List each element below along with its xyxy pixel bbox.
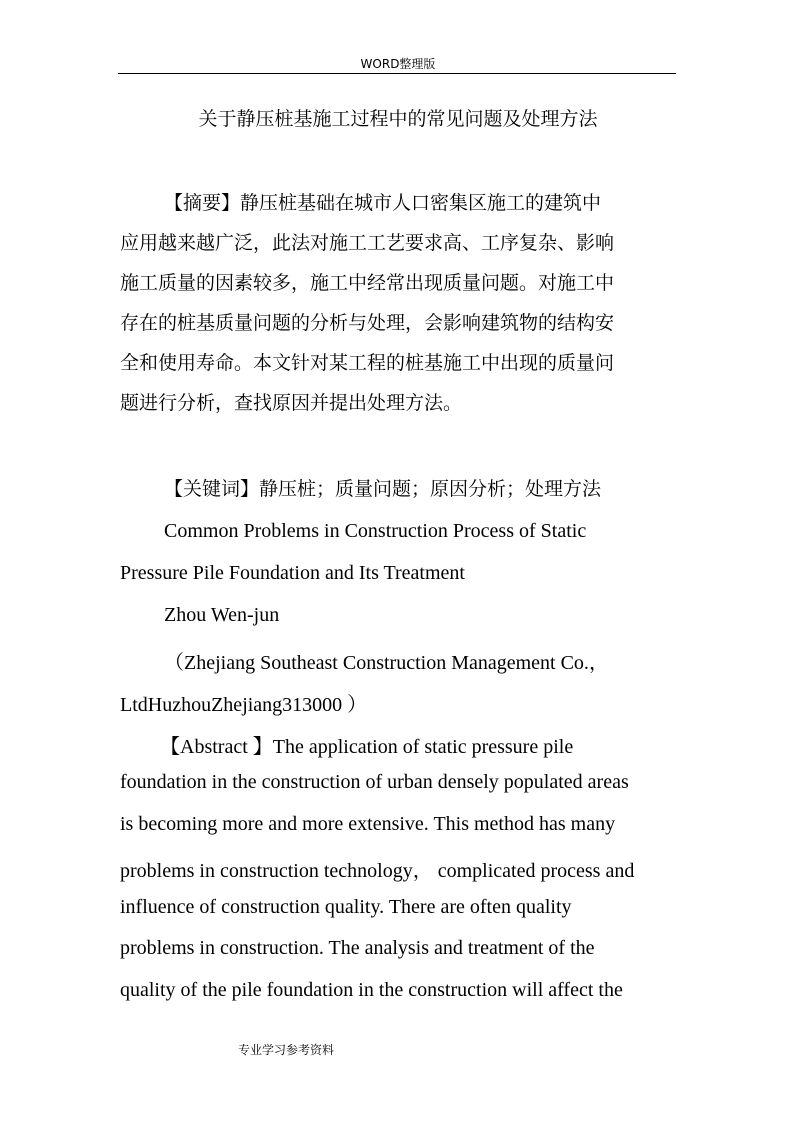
abstract-cn-line: 存在的桩基质量问题的分析与处理，会影响建筑物的结构安 <box>120 312 615 334</box>
abstract-cn-line: 施工质量的因素较多，施工中经常出现质量问题。对施工中 <box>120 272 615 294</box>
abstract-en-line: problems in construction. The analysis and treatment of the <box>120 937 595 959</box>
en-affiliation-line: LtdHuzhouZhejiang313000 ） <box>120 694 368 716</box>
en-affiliation-line: （Zhejiang Southeast Construction Management Co.， <box>164 652 609 674</box>
header-text: WORD整理版 <box>360 57 436 71</box>
abstract-cn-line: 全和使用寿命。本文针对某工程的桩基施工中出现的质量问 <box>120 352 615 374</box>
abstract-en-line: problems in construction technology， complicated process and <box>120 860 635 882</box>
keywords-cn: 【关键词】静压桩；质量问题；原因分析；处理方法 <box>164 478 602 500</box>
abstract-en-line: foundation in the construction of urban densely populated areas <box>120 771 629 793</box>
abstract-en-line: 【Abstract 】The application of static pressure pile <box>160 736 574 758</box>
header-divider <box>118 73 676 74</box>
abstract-en-line: quality of the pile foundation in the construction will affect the <box>120 979 623 1001</box>
abstract-en-line: influence of construction quality. There are often quality <box>120 896 572 918</box>
en-title-line: Common Problems in Construction Process of Static <box>164 520 587 542</box>
en-title-line: Pressure Pile Foundation and Its Treatment <box>120 562 465 584</box>
abstract-cn <box>120 183 676 423</box>
abstract-en-line: is becoming more and more extensive. This method has many <box>120 813 616 835</box>
document-title: 关于静压桩基施工过程中的常见问题及处理方法 <box>198 108 598 130</box>
en-author: Zhou Wen-jun <box>164 604 280 626</box>
page-footer: 专业学习参考资料 <box>238 1043 335 1057</box>
abstract-cn-line: 题进行分析，查找原因并提出处理方法。 <box>120 392 463 414</box>
abstract-cn-line: 【摘要】静压桩基础在城市人口密集区施工的建筑中 <box>164 192 602 214</box>
abstract-cn-line: 应用越来越广泛，此法对施工工艺要求高、工序复杂、影响 <box>120 232 615 254</box>
